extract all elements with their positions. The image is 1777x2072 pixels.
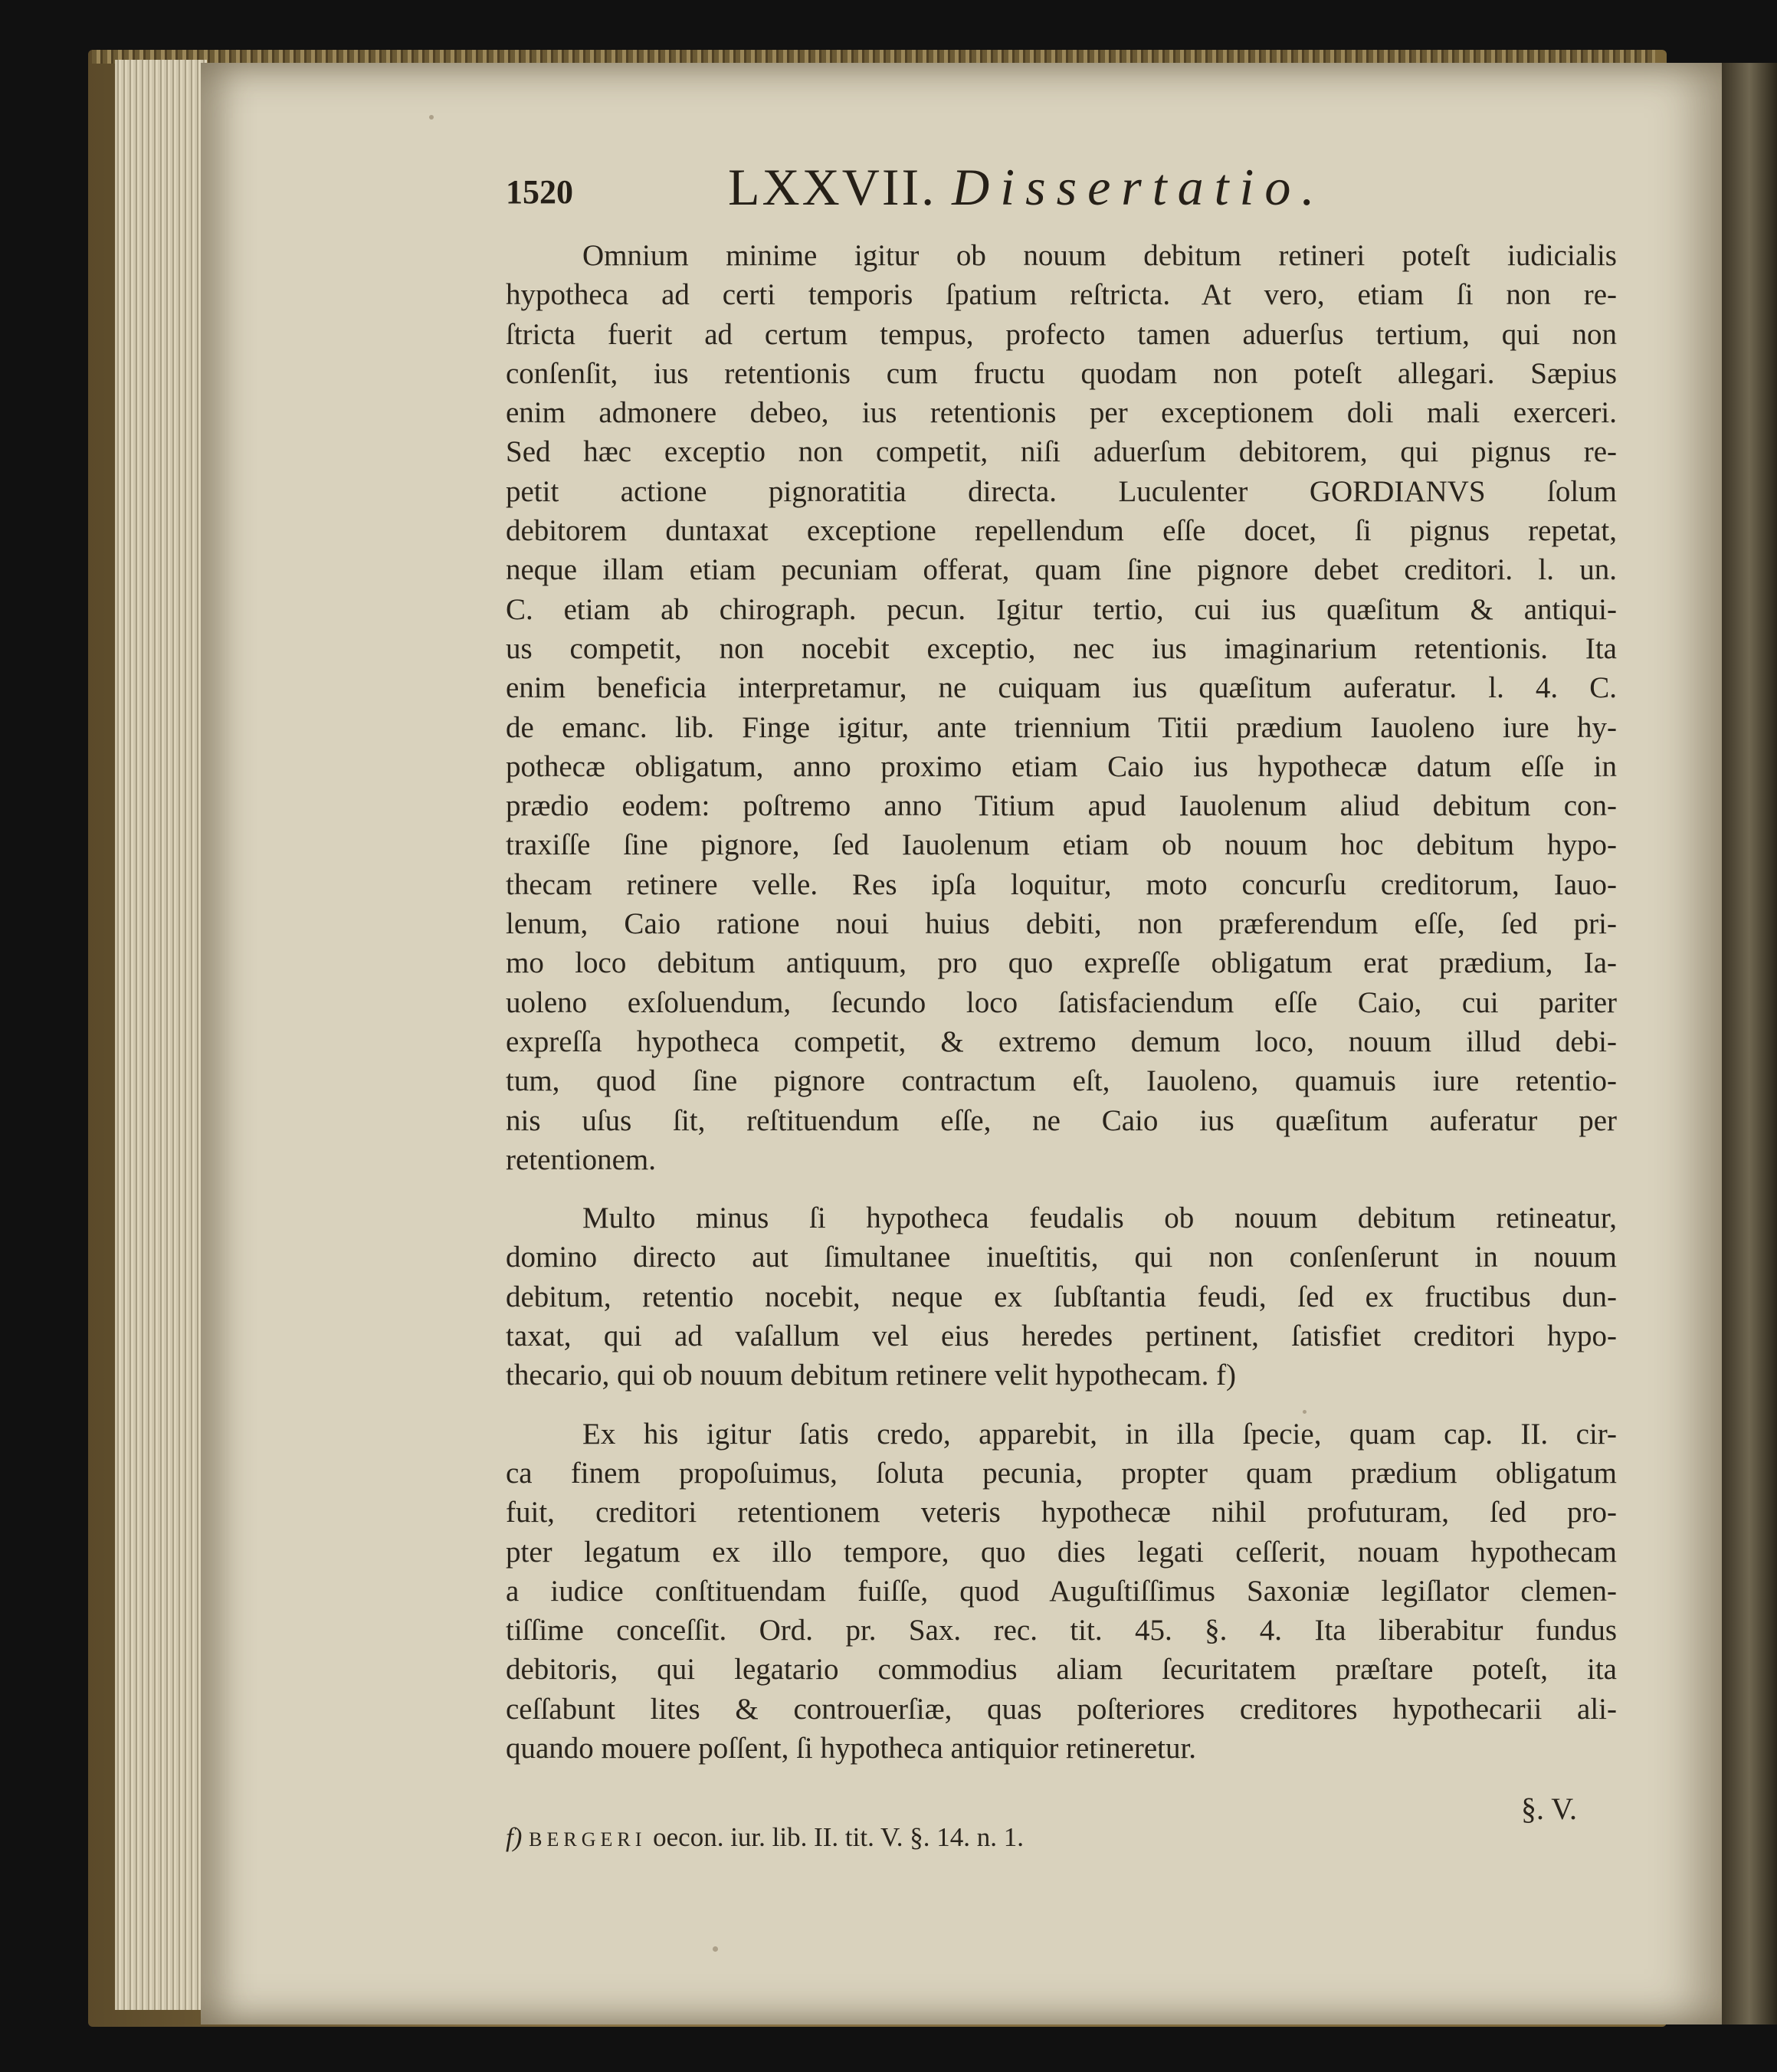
text-line: thecario, qui ob nouum debitum retinere velit hypothecam. f) xyxy=(506,1359,1237,1392)
text-line: hypotheca ad certi temporis ſpatium reſtricta. At vero, etiam ſi non re- xyxy=(506,278,1617,312)
text-line: nis uſus ſit, reſtituendum eſſe, ne Caio ius quæſitum auferatur per xyxy=(506,1103,1617,1137)
page-number: 1520 xyxy=(506,173,573,211)
footnote-author: BERGERI xyxy=(529,1828,647,1851)
text-line: lenum, Caio ratione noui huius debiti, non præferendum eſſe, ſed pri- xyxy=(506,907,1617,941)
page-edges xyxy=(115,60,207,2010)
paragraph xyxy=(506,236,1617,1179)
text-line: debitoris, qui legatario commodius aliam ſecuritatem præſtare poteſt, ita xyxy=(506,1653,1617,1687)
text-line: domino directo aut ſimultanee inueſtitis, qui non conſenſerunt in nouum xyxy=(506,1241,1617,1274)
footnote-marker: f) xyxy=(506,1822,523,1852)
text-line: Ex his igitur ſatis credo, apparebit, in illa ſpecie, quam cap. II. cir- xyxy=(582,1417,1617,1451)
footnote-text: oecon. iur. lib. II. tit. V. §. 14. n. 1. xyxy=(653,1822,1024,1852)
facing-page-edge xyxy=(1722,63,1777,2024)
text-line: de emanc. lib. Finge igitur, ante triennium Titii prædium Iauoleno iure hy- xyxy=(506,710,1617,744)
text-line: thecam retinere velle. Res ipſa loquitur, moto concurſu creditorum, Iauo- xyxy=(506,867,1617,901)
text-line: expreſſa hypotheca competit, & extremo demum loco, nouum illud debi- xyxy=(506,1025,1617,1058)
text-line: ca finem propoſuimus, ſoluta pecunia, propter quam prædium obligatum xyxy=(506,1456,1617,1490)
text-line: ceſſabunt lites & controuerſiæ, quas poſteriores creditores hypothecarii ali- xyxy=(506,1692,1617,1726)
text-line: a iudice conſtituendam fuiſſe, quod Auguſtiſſimus Saxoniæ legiſlator clemen- xyxy=(506,1574,1617,1608)
text-line: Omnium minime igitur ob nouum debitum retineri poteſt iudicialis xyxy=(582,239,1617,272)
text-line: taxat, qui ad vaſallum vel eius heredes pertinent, ſatisfiet creditori hypo- xyxy=(506,1320,1617,1353)
text-line: neque illam etiam pecuniam offerat, quam ſine pignore debet creditori. l. un. xyxy=(506,553,1617,587)
book-top-edge xyxy=(92,50,1655,64)
text-line: tum, quod ſine pignore contractum eſt, Iauoleno, quamuis iure retentio- xyxy=(506,1064,1617,1098)
text-line: pothecæ obligatum, anno proximo etiam Caio ius hypothecæ datum eſſe in xyxy=(506,749,1617,783)
running-header xyxy=(506,157,1617,218)
text-line: fuit, creditori retentionem veteris hypothecæ nihil profuturam, ſed pro- xyxy=(506,1496,1617,1529)
text-line: Multo minus ſi hypotheca feudalis ob nouum debitum retineatur, xyxy=(582,1202,1617,1235)
body-text xyxy=(506,236,1617,1768)
running-title xyxy=(728,157,1325,218)
catchword: §. V. xyxy=(1521,1792,1578,1826)
paragraph xyxy=(506,1415,1617,1769)
text-line: pter legatum ex illo tempore, quo dies legati ceſſerit, nouam hypothecam xyxy=(506,1535,1617,1569)
title-word: Dissertatio. xyxy=(952,158,1326,216)
foxing-spot xyxy=(429,115,434,120)
text-line: traxiſſe ſine pignore, ſed Iauolenum etiam ob nouum hoc debitum hypo- xyxy=(506,828,1617,862)
text-line: tiſſime conceſſit. Ord. pr. Sax. rec. tit. 45. §. 4. Ita liberabitur fundus xyxy=(506,1614,1617,1647)
text-line: us competit, non nocebit exceptio, nec ius imaginarium retentionis. Ita xyxy=(506,631,1617,665)
text-line: petit actione pignoratitia directa. Luculenter GORDIANVS ſolum xyxy=(506,474,1617,508)
foxing-spot xyxy=(713,1946,718,1952)
text-line: Sed hæc exceptio non competit, niſi aduerſum debitorem, qui pignus re- xyxy=(506,435,1617,469)
text-line: enim beneficia interpretamur, ne cuiquam ius quæſitum auferatur. l. 4. C. xyxy=(506,671,1617,705)
text-line: conſenſit, ius retentionis cum fructu quodam non poteſt allegari. Sæpius xyxy=(506,356,1617,390)
text-line: uoleno exſoluendum, ſecundo loco ſatisfaciendum eſſe Caio, cui pariter xyxy=(506,985,1617,1019)
text-line: ſtricta fuerit ad certum tempus, profecto tamen aduerſus tertium, qui non xyxy=(506,317,1617,351)
text-line: C. etiam ab chirograph. pecun. Igitur tertio, cui ius quæſitum & antiqui- xyxy=(506,592,1617,626)
paragraph xyxy=(506,1198,1617,1395)
text-line: debitorem duntaxat exceptione repellendum eſſe docet, ſi pignus repetat, xyxy=(506,514,1617,548)
text-line: debitum, retentio nocebit, neque ex ſubſtantia feudi, ſed ex fructibus dun- xyxy=(506,1280,1617,1313)
text-line: mo loco debitum antiquum, pro quo expreſſe obligatum erat prædium, Ia- xyxy=(506,946,1617,980)
footnote xyxy=(506,1822,1024,1853)
text-line: enim admonere debeo, ius retentionis per exceptionem doli mali exerceri. xyxy=(506,396,1617,430)
text-line: quando mouere poſſent, ſi hypotheca antiquior retineretur. xyxy=(506,1731,1197,1765)
title-roman: LXXVII. xyxy=(728,158,937,216)
text-line: prædio eodem: poſtremo anno Titium apud Iauolenum aliud debitum con- xyxy=(506,789,1617,823)
text-line: retentionem. xyxy=(506,1143,657,1176)
